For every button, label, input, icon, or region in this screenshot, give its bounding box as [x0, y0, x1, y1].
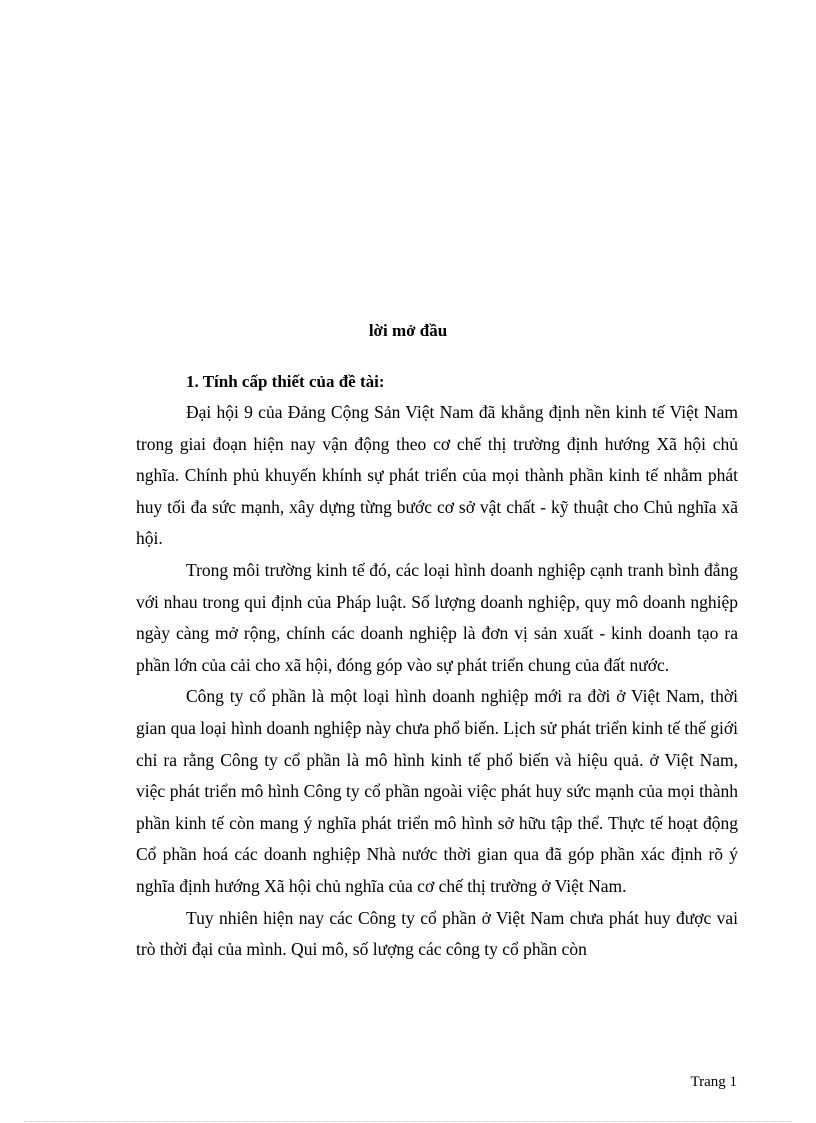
paragraph: Tuy nhiên hiện nay các Công ty cổ phần ở Việt Nam chưa phát huy được vai trò thời đại của mình. Qui mô, số lượng các công ty cổ phần còn [136, 907, 738, 960]
paragraph: Công ty cổ phần là một loại hình doanh nghiệp mới ra đời ở Việt Nam, thời gian qua loại hình doanh nghiệp này chưa phổ biến. Lịch sử phát triển kinh tế thế giới chỉ ra rằng Công ty cổ phần là mô hình kinh tế phổ biến và hiệu quả. ở Việt Nam, việc phát triển mô hình Công ty cổ phần ngoài việc phát huy sức mạnh của mọi thành phần kinh tế còn mang ý nghĩa phát triển mô hình sở hữu tập thể. Thực tế hoạt động Cổ phần hoá các doanh nghiệp Nhà nước thời gian qua đã góp phần xác định rõ ý nghĩa định hướng Xã hội chủ nghĩa của cơ chế thị trường ở Việt Nam. [136, 686, 738, 896]
paragraph: Đại hội 9 của Đảng Cộng Sản Việt Nam đã khẳng định nền kinh tế Việt Nam trong giai đoạn hiện nay vận động theo cơ chế thị trường định hướng Xã hội chủ nghĩa. Chính phủ khuyến khính sự phát triển của mọi thành phần kinh tế nhằm phát huy tối đa sức mạnh, xây dựng từng bước cơ sở vật chất - kỹ thuật cho Chủ nghĩa xã hội. [136, 402, 738, 549]
section-heading: 1. Tính cấp thiết của đề tài: [186, 372, 385, 391]
body-text [136, 397, 738, 966]
page-title: lời mở đầu [368, 321, 448, 340]
paragraph: Trong môi trường kinh tế đó, các loại hình doanh nghiệp cạnh tranh bình đẳng với nhau trong qui định của Pháp luật. Số lượng doanh nghiệp, quy mô doanh nghiệp ngày càng mở rộng, chính các doanh nghiệp là đơn vị sản xuất - kinh doanh tạo ra phần lớn của cải cho xã hội, đóng góp vào sự phát triển chung của đất nước. [136, 559, 738, 675]
page-number: Trang 1 [690, 1074, 737, 1090]
page-bottom-divider [24, 1121, 792, 1122]
